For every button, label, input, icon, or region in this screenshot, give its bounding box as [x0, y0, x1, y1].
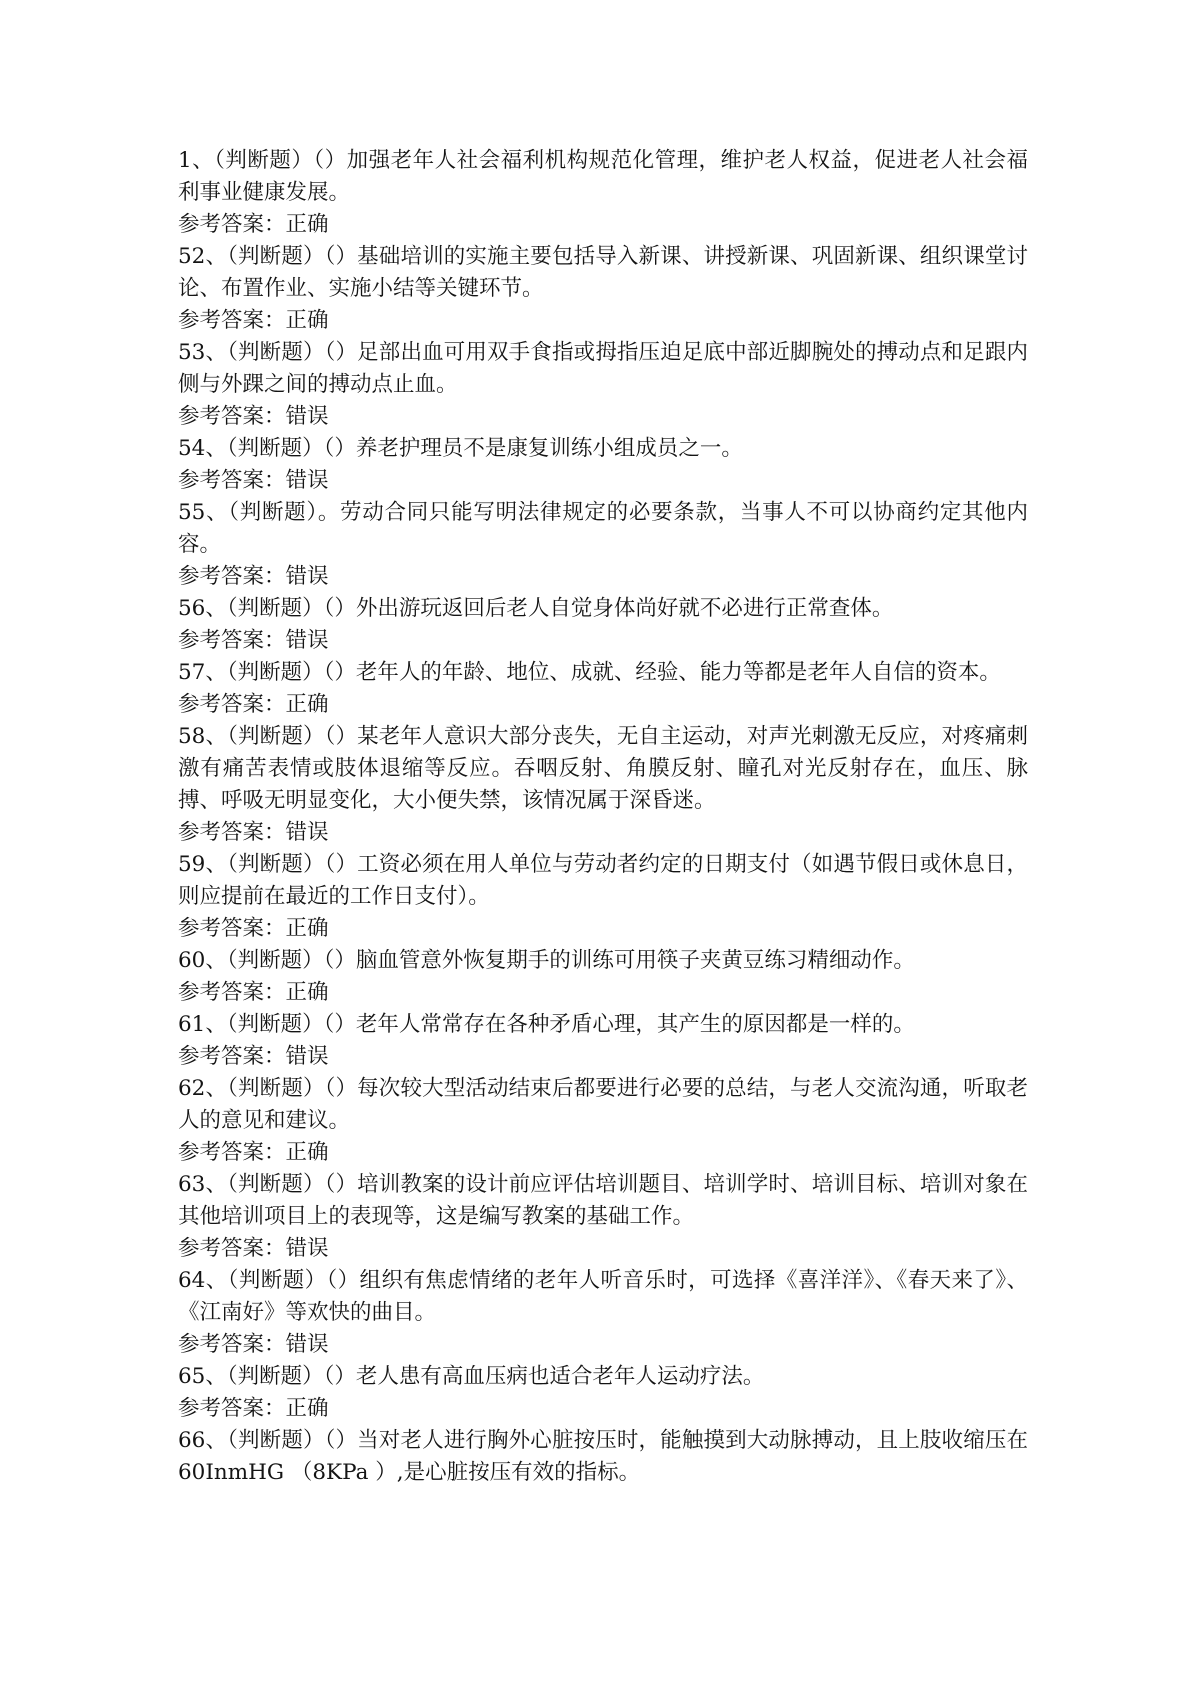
answer-text: 参考答案：正确 — [178, 212, 329, 237]
question-text: 54、（判断题）（）养老护理员不是康复训练小组成员之一。 — [178, 436, 743, 461]
answer-text: 参考答案：正确 — [178, 916, 329, 941]
question-text: 58、（判断题）（）某老年人意识大部分丧失，无自主运动，对声光刺激无反应，对疼痛刺激有痛苦表情或肢体退缩等反应。吞咽反射、角膜反射、瞳孔对光反射存在，血压、脉搏、呼吸无明显变化，大小便失禁，该情况属于深昏迷。 — [178, 724, 1028, 813]
answer-text: 参考答案：正确 — [178, 692, 329, 717]
question-text: 60、（判断题）（）脑血管意外恢复期手的训练可用筷子夹黄豆练习精细动作。 — [178, 948, 915, 973]
answer-text: 参考答案：正确 — [178, 980, 329, 1005]
answer-text: 参考答案：错误 — [178, 1236, 329, 1261]
question-text: 57、（判断题）（）老年人的年龄、地位、成就、经验、能力等都是老年人自信的资本。 — [178, 660, 1001, 685]
question-text: 53、（判断题）（）足部出血可用双手食指或拇指压迫足底中部近脚腕处的搏动点和足跟内侧与外踝之间的搏动点止血。 — [178, 340, 1028, 397]
answer-text: 参考答案：错误 — [178, 468, 329, 493]
question-text: 52、（判断题）（）基础培训的实施主要包括导入新课、讲授新课、巩固新课、组织课堂讨论、布置作业、实施小结等关键环节。 — [178, 244, 1028, 301]
question-text: 55、（判断题）。劳动合同只能写明法律规定的必要条款，当事人不可以协商约定其他内容。 — [178, 500, 1028, 557]
answer-text: 参考答案：错误 — [178, 820, 329, 845]
question-text: 61、（判断题）（）老年人常常存在各种矛盾心理，其产生的原因都是一样的。 — [178, 1012, 915, 1037]
question-text: 64、（判断题）（）组织有焦虑情绪的老年人听音乐时，可选择《喜洋洋》、《春天来了》、《江南好》等欢快的曲目。 — [178, 1268, 1028, 1325]
question-text: 63、（判断题）（）培训教案的设计前应评估培训题目、培训学时、培训目标、培训对象在其他培训项目上的表现等，这是编写教案的基础工作。 — [178, 1172, 1028, 1229]
question-text: 65、（判断题）（）老人患有高血压病也适合老年人运动疗法。 — [178, 1364, 765, 1389]
question-text: 1、（判断题）（）加强老年人社会福利机构规范化管理，维护老人权益，促进老人社会福利事业健康发展。 — [178, 148, 1028, 205]
answer-text: 参考答案：错误 — [178, 628, 329, 653]
question-text: 62、（判断题）（）每次较大型活动结束后都要进行必要的总结，与老人交流沟通，听取老人的意见和建议。 — [178, 1076, 1028, 1133]
question-text: 66、（判断题）（）当对老人进行胸外心脏按压时，能触摸到大动脉搏动，且上肢收缩压在60InmHG （8KPa ）,是心脏按压有效的指标。 — [178, 1428, 1028, 1485]
question-list — [178, 145, 1028, 1489]
answer-text: 参考答案：正确 — [178, 1140, 329, 1165]
question-text: 59、（判断题）（）工资必须在用人单位与劳动者约定的日期支付（如遇节假日或休息日，则应提前在最近的工作日支付）。 — [178, 852, 1028, 909]
question-text: 56、（判断题）（）外出游玩返回后老人自觉身体尚好就不必进行正常查体。 — [178, 596, 894, 621]
answer-text: 参考答案：错误 — [178, 1332, 329, 1357]
answer-text: 参考答案：正确 — [178, 1396, 329, 1421]
answer-text: 参考答案：错误 — [178, 564, 329, 589]
answer-text: 参考答案：正确 — [178, 308, 329, 333]
answer-text: 参考答案：错误 — [178, 404, 329, 429]
answer-text: 参考答案：错误 — [178, 1044, 329, 1069]
